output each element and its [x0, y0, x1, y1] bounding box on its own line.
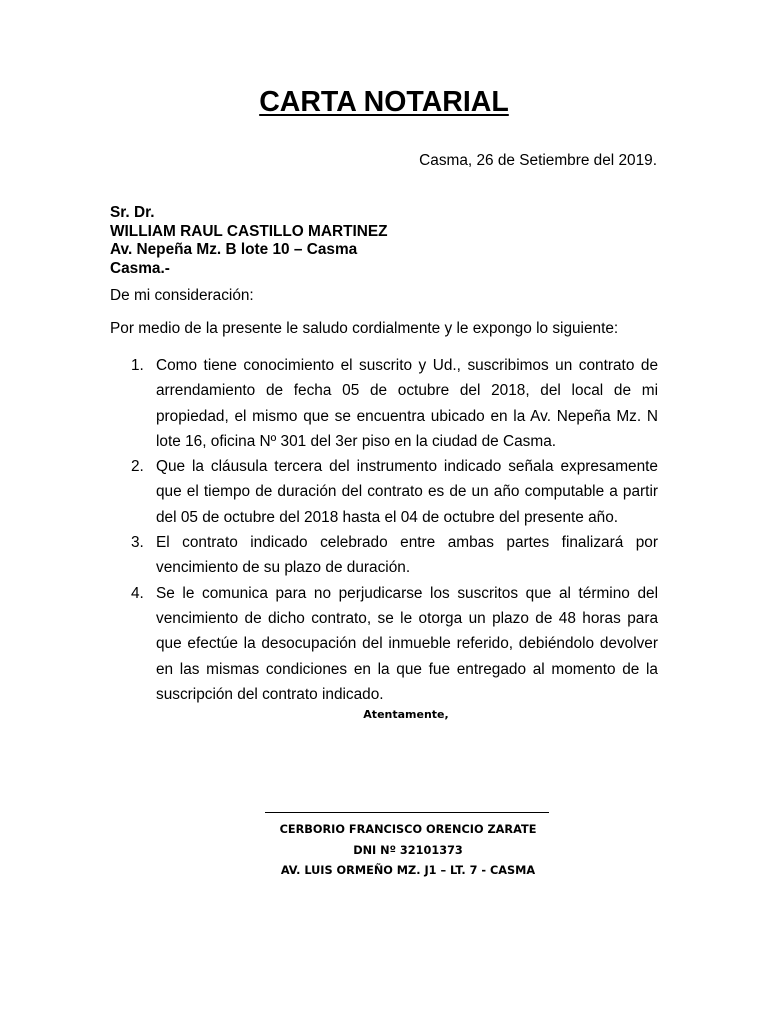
list-item-number: 1.: [131, 357, 144, 374]
list-item: [110, 530, 658, 581]
list-item-text: Se le comunica para no perjudicarse los suscritos que al término del vencimiento de dicho contrato, se le otorga un plazo de 48 horas para que efectúe la desocupación del inmueble referido, debiéndolo devolver en las mismas condiciones en la que fue entregado al momento de la suscripción del contrato indicado.: [156, 584, 658, 703]
recipient-salutation: Sr. Dr.: [110, 204, 155, 221]
list-item-text: El contrato indicado celebrado entre ambas partes finalizará por vencimiento de su plazo de duración.: [156, 534, 658, 577]
list-item: [110, 454, 658, 530]
intro-paragraph: Por medio de la presente le saludo cordialmente y le expongo lo siguiente:: [110, 320, 619, 337]
signer-address: AV. LUIS ORMEÑO MZ. J1 – LT. 7 - CASMA: [280, 864, 536, 877]
list-item-number: 2.: [131, 458, 144, 476]
closing-line: Atentamente,: [363, 708, 449, 721]
recipient-block: [110, 204, 388, 278]
signer-dni: DNI Nº 32101373: [353, 843, 463, 857]
greeting: De mi consideración:: [110, 287, 254, 304]
date-line: Casma, 26 de Setiembre del 2019.: [419, 152, 657, 169]
signature-line: [265, 812, 549, 813]
numbered-list: [110, 353, 658, 707]
list-item: [110, 581, 658, 707]
signer-block: [213, 820, 603, 882]
list-item-number: 3.: [131, 534, 144, 552]
letter-title: CARTA NOTARIAL: [259, 86, 509, 118]
list-item: [110, 353, 658, 454]
recipient-city: Casma.-: [110, 259, 170, 277]
recipient-address: Av. Nepeña Mz. B lote 10 – Casma: [110, 241, 358, 258]
recipient-name: WILLIAM RAUL CASTILLO MARTINEZ: [110, 222, 388, 240]
list-item-number: 4.: [131, 584, 144, 602]
list-item-text: Como tiene conocimiento el suscrito y Ud., suscribimos un contrato de arrendamiento de fecha 05 de octubre del 2018, del local de mi propiedad, el mismo que se encuentra ubicado en la Av. Nepeña Mz. N lote 16, oficina Nº 301 del 3er piso en la ciudad de Casma.: [156, 357, 658, 450]
list-item-text: Que la cláusula tercera del instrumento indicado señala expresamente que el tiempo de duración del contrato es de un año computable a partir del 05 de octubre del 2018 hasta el 04 de octubre del presente año.: [156, 458, 658, 526]
signer-name: CERBORIO FRANCISCO ORENCIO ZARATE: [279, 823, 537, 836]
